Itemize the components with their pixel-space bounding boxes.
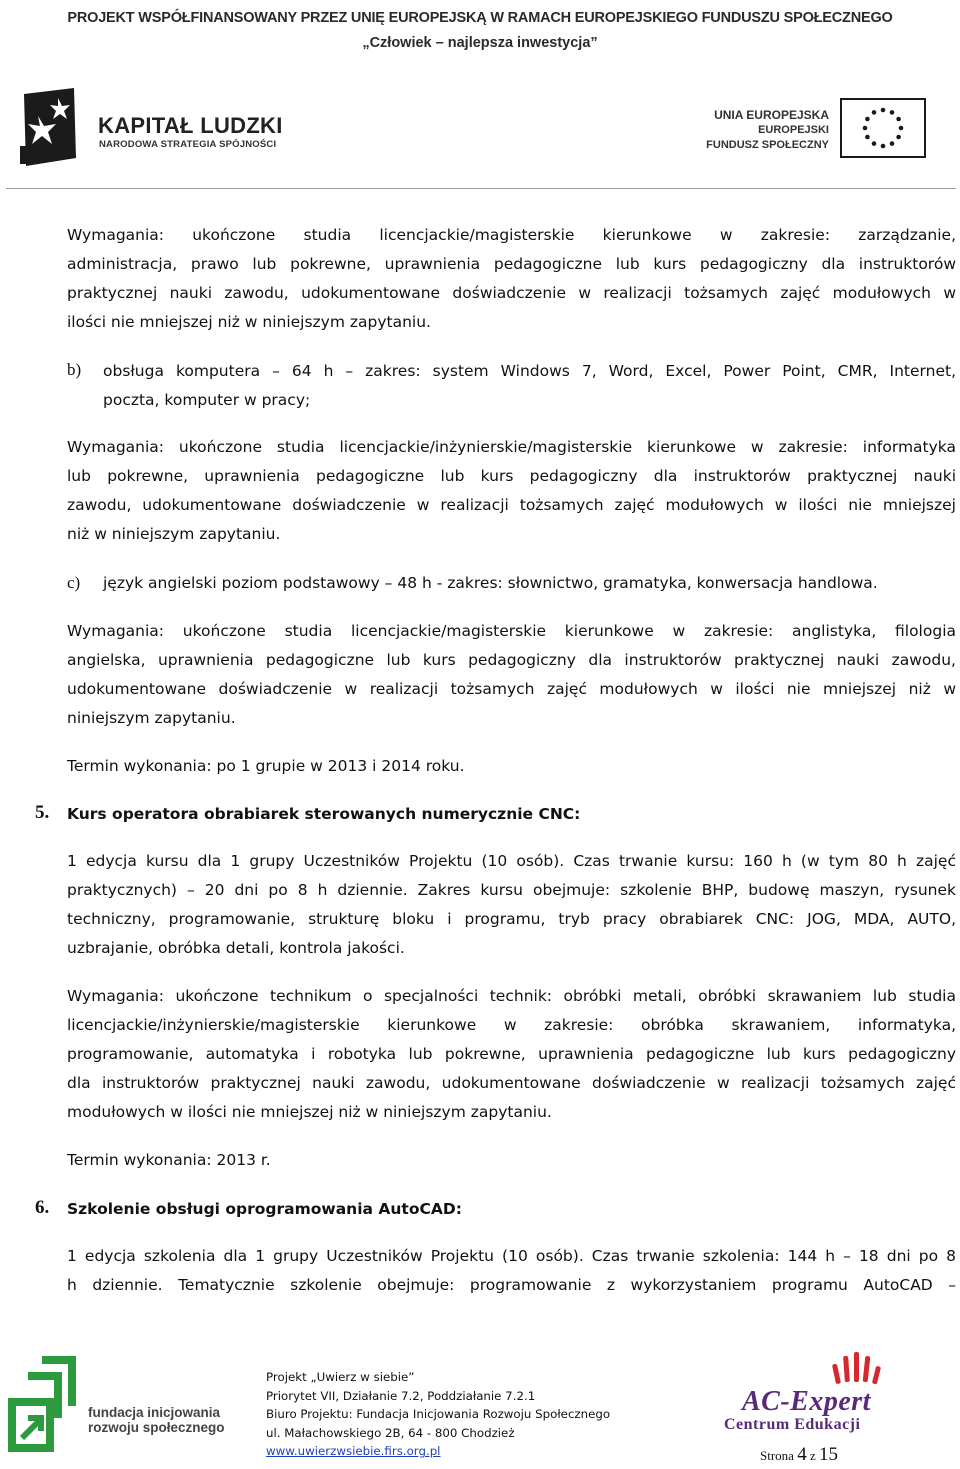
text-line: modułowych w ilości nie mniejszej niż w niniejszym zapytaniu. [67,1103,552,1121]
section-5-description [67,847,956,963]
text-line: h dziennie. Tematycznie szkolenie obejmuje: programowanie z wykorzystaniem programu AutoCAD – [67,1276,956,1294]
termin-section-5 [67,1146,956,1175]
text-line: Termin wykonania: 2013 r. [67,1151,271,1169]
termin-section-4 [67,752,956,781]
item-c-marker: c) [67,573,81,592]
page-label: Strona [760,1448,794,1463]
page-of: z [809,1448,816,1463]
requirements-a [67,221,956,337]
page-total: 15 [818,1444,838,1465]
text-line: Termin wykonania: po 1 grupie w 2013 i 2014 roku. [67,757,465,775]
header-cofinancing-line: PROJEKT WSPÓŁFINANSOWANY PRZEZ UNIĘ EUROPEJSKĄ W RAMACH EUROPEJSKIEGO FUNDUSZU SPOŁECZNEGO [67,10,893,26]
eu-line-1: UNIA EUROPEJSKA [714,108,829,122]
firs-line-2: rozwoju społecznego [88,1420,225,1435]
firs-line-1: fundacja inicjowania [88,1405,221,1420]
requirements-c [67,617,956,733]
kapital-ludzki-logo-icon [18,86,80,168]
footer-priority: Priorytet VII, Działanie 7.2, Poddziałanie 7.2.1 [266,1388,536,1403]
eu-logo-text [696,108,829,153]
text-line: zawodu, udokumentowane doświadczenie w realizacji tożsamych zajęć modułowych w ilości nie mniejszej [67,496,956,514]
section-5-requirements [67,982,956,1127]
text-line: praktycznej nauki zawodu, udokumentowane doświadczenie w realizacji tożsamych zajęć modułowych w [67,284,956,302]
text-line: Wymagania: ukończone studia licencjackie/magisterskie kierunkowe w zakresie: anglistyka, filologia [67,622,956,640]
page-current: 4 [797,1444,807,1465]
firs-foundation-logo-icon [8,1356,80,1454]
section-6-heading: Szkolenie obsługi oprogramowania AutoCAD: [67,1200,462,1218]
text-line: uzbrajanie, obróbka detali, kontrola jakości. [67,939,405,957]
ac-expert-title: AC-Expert [742,1386,871,1417]
text-line: techniczny, programowanie, strukturę bloku i programu, tryb pracy obrabiarek CNC: JOG, MDA, AUTO, [67,910,956,928]
text-line: język angielski poziom podstawowy – 48 h - zakres: słownictwo, gramatyka, konwersacja handlowa. [103,574,878,592]
text-line: 1 edycja szkolenia dla 1 grupy Uczestników Projektu (10 osób). Czas trwanie szkolenia: 144 h – 18 dni po 8 [67,1247,956,1265]
eu-line-3: FUNDUSZ SPOŁECZNY [706,139,829,151]
ac-expert-subtitle: Centrum Edukacji [724,1416,861,1433]
text-line: administracja, prawo lub pokrewne, uprawnienia pedagogiczne lub kurs pedagogiczny dla instruktorów [67,255,956,273]
text-line: poczta, komputer w pracy; [103,391,311,409]
text-line: Wymagania: ukończone technikum o specjalności technik: obróbki metali, obróbki skrawaniem lub studia [67,987,956,1005]
section-5-number: 5. [35,802,50,823]
section-6-description [67,1242,956,1300]
section-6-number: 6. [35,1197,50,1218]
requirements-b [67,433,956,549]
footer-project-name: Projekt „Uwierz w siebie” [266,1370,415,1384]
text-line: niż w niniejszym zapytaniu. [67,525,281,543]
section-5-heading: Kurs operatora obrabiarek sterowanych numerycznie CNC: [67,805,581,823]
text-line: Wymagania: ukończone studia licencjackie/magisterskie kierunkowe w zakresie: zarządzanie, [67,226,956,244]
firs-foundation-text [88,1405,225,1435]
text-line: ilości nie mniejszej niż w niniejszym zapytaniu. [67,313,431,331]
text-line: praktycznych) – 20 dni po 8 h dziennie. Zakres kursu obejmuje: szkolenie BHP, budowę maszyn, rysunek [67,881,956,899]
item-b-text [103,357,956,415]
kapital-ludzki-title: KAPITAŁ LUDZKI [98,113,283,138]
text-line: 1 edycja kursu dla 1 grupy Uczestników Projektu (10 osób). Czas trwanie kursu: 160 h (w tym 80 h zajęć [67,852,956,870]
text-line: niniejszym zapytaniu. [67,709,236,727]
text-line: udokumentowane doświadczenie w realizacji tożsamych zajęć modułowych w ilości nie mniejszej niż w [67,680,956,698]
item-b-marker: b) [67,360,82,379]
footer-website-link[interactable]: www.uwierzwsiebie.firs.org.pl [266,1444,441,1459]
text-line: Wymagania: ukończone studia licencjackie/inżynierskie/magisterskie kierunkowe w zakresie: informatyka [67,438,956,456]
footer-project-info [266,1368,610,1461]
item-c-text [103,569,956,598]
footer-address: ul. Małachowskiego 2B, 64 - 800 Chodzież [266,1425,515,1440]
page-number [760,1444,838,1466]
header-divider [6,188,956,189]
text-line: lub pokrewne, uprawnienia pedagogiczne lub kurs pedagogiczny dla instruktorów praktycznej nauki [67,467,956,485]
eu-line-2: EUROPEJSKI [758,124,829,136]
kapital-ludzki-subtitle: NARODOWA STRATEGIA SPÓJNOŚCI [99,139,277,150]
text-line: obsługa komputera – 64 h – zakres: system Windows 7, Word, Excel, Power Point, CMR, Internet, [103,362,956,380]
text-line: angielska, uprawnienia pedagogiczne lub kurs pedagogiczny dla instruktorów praktycznej nauki zawodu, [67,651,956,669]
text-line: dla instruktorów praktycznej nauki zawodu, udokumentowane doświadczenie w realizacji tożsamych zajęć [67,1074,956,1092]
footer-office: Biuro Projektu: Fundacja Inicjowania Rozwoju Społecznego [266,1407,611,1422]
eu-flag-icon [840,98,926,158]
header-slogan: „Człowiek – najlepsza inwestycja” [362,35,598,51]
text-line: programowanie, automatyka i robotyka lub pokrewne, uprawnienia pedagogiczne lub kurs pedagogiczny [67,1045,956,1063]
text-line: licencjackie/inżynierskie/magisterskie kierunkowe w zakresie: obróbka skrawaniem, informatyka, [67,1016,956,1034]
